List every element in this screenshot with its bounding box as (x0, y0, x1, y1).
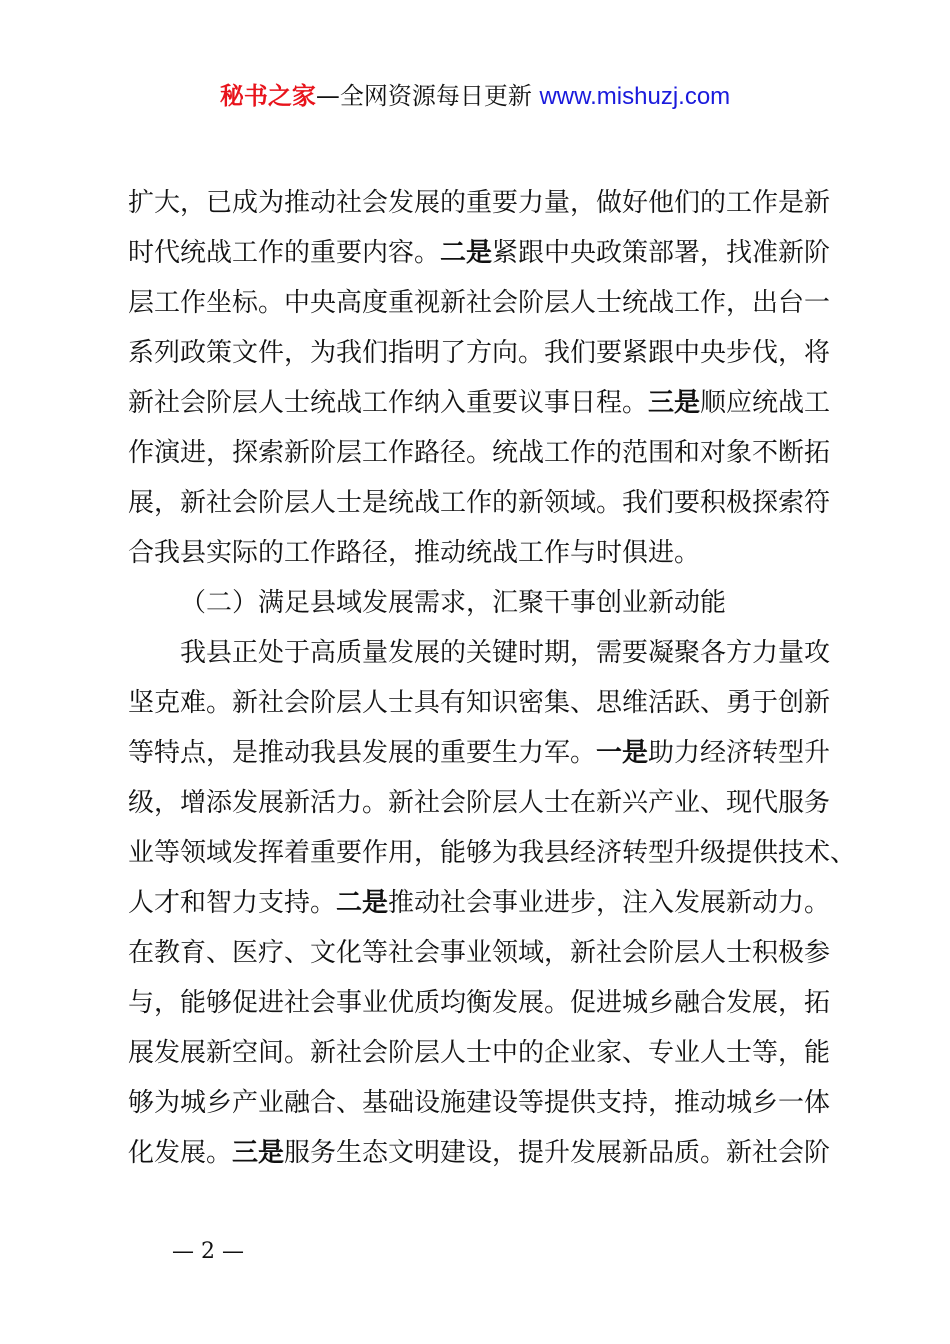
text-segment: 人才和智力支持。 (128, 888, 337, 918)
text-segment: 服务生态文明建设，提升发展新品质。新社会阶 (284, 1138, 831, 1168)
text-line (128, 1128, 843, 1178)
text-segment: 助力经济转型升 (648, 738, 831, 768)
bold-marker: 二是 (336, 888, 389, 918)
text-line: 够为城乡产业融合、基础设施建设等提供支持，推动城乡一体 (128, 1088, 831, 1118)
page-number: — 2 — (172, 1239, 244, 1264)
document-body (128, 178, 857, 1178)
bold-marker: 一是 (596, 738, 649, 768)
text-line (128, 728, 843, 778)
text-line: 系列政策文件，为我们指明了方向。我们要紧跟中央步伐，将 (128, 338, 831, 368)
text-line: 业等领域发挥着重要作用，能够为我县经济转型升级提供技术、 (128, 838, 857, 868)
text-segment: 化发展。 (128, 1138, 233, 1168)
text-line: 在教育、医疗、文化等社会事业领域，新社会阶层人士积极参 (128, 938, 831, 968)
bold-marker: 二是 (440, 238, 493, 268)
site-brand: 秘书之家 (219, 82, 316, 110)
text-line: 扩大，已成为推动社会发展的重要力量，做好他们的工作是新 (128, 188, 831, 218)
text-segment: 推动社会事业进步，注入发展新动力。 (388, 888, 831, 918)
text-segment: 新社会阶层人士统战工作纳入重要议事日程。 (128, 388, 649, 418)
section-heading: （二）满足县域发展需求，汇聚干事创业新动能 (180, 588, 727, 618)
text-segment: 顺应统战工 (700, 388, 831, 418)
text-line: 作演进，探索新阶层工作路径。统战工作的范围和对象不断拓 (128, 438, 831, 468)
text-line: 展，新社会阶层人士是统战工作的新领域。我们要积极探索符 (128, 488, 831, 518)
text-line: 与，能够促进社会事业优质均衡发展。促进城乡融合发展，拓 (128, 988, 831, 1018)
text-segment: 等特点，是推动我县发展的重要生力军。 (128, 738, 597, 768)
text-line: 我县正处于高质量发展的关键时期，需要凝聚各方力量攻 (180, 638, 831, 668)
text-line: 层工作坐标。中央高度重视新社会阶层人士统战工作，出台一 (128, 288, 831, 318)
text-segment: 紧跟中央政策部署，找准新阶 (492, 238, 831, 268)
text-segment: 时代统战工作的重要内容。 (128, 238, 441, 268)
bold-marker: 三是 (232, 1138, 285, 1168)
site-header (0, 80, 950, 113)
text-line: 级，增添发展新活力。新社会阶层人士在新兴产业、现代服务 (128, 788, 831, 818)
text-line: 坚克难。新社会阶层人士具有知识密集、思维活跃、勇于创新 (128, 688, 831, 718)
text-line: 展发展新空间。新社会阶层人士中的企业家、专业人士等，能 (128, 1038, 831, 1068)
text-line (128, 378, 843, 428)
text-line (128, 878, 843, 928)
site-tagline: —全网资源每日更新 (315, 82, 532, 110)
site-url[interactable]: www.mishuzj.com (539, 83, 731, 110)
text-line: 合我县实际的工作路径，推动统战工作与时俱进。 (128, 538, 701, 568)
text-line (128, 228, 843, 278)
bold-marker: 三是 (648, 388, 701, 418)
